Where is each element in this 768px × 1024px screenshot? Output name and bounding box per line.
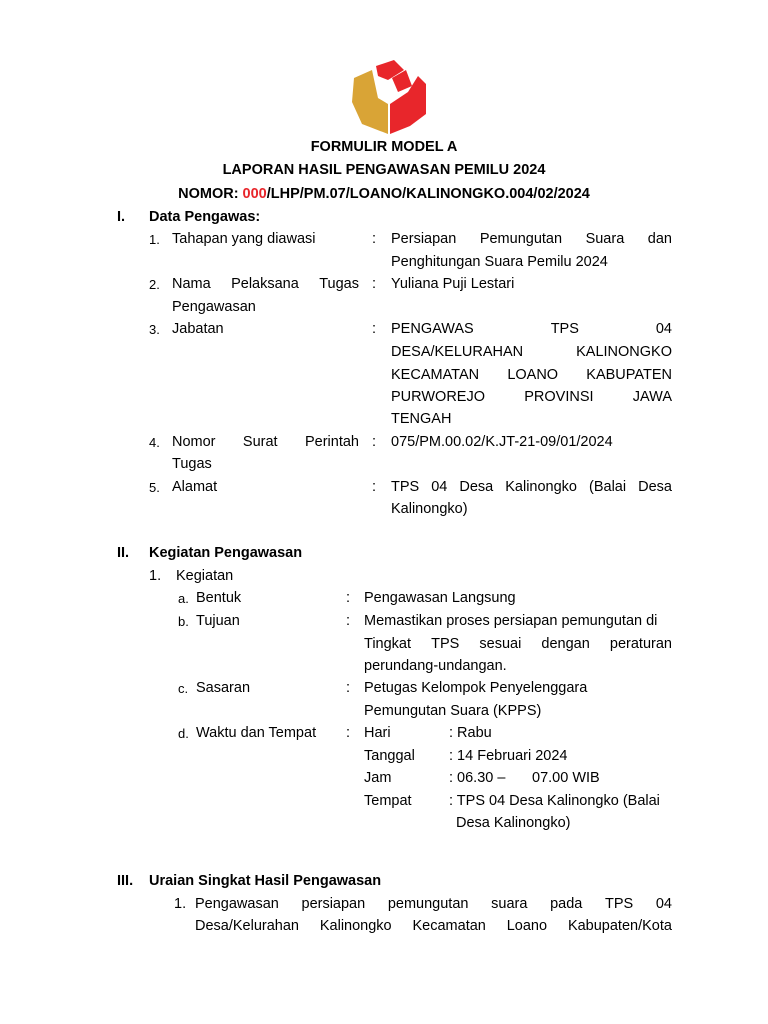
item-b-value-line3: perundang-undangan.	[364, 658, 507, 674]
word: sesuai	[479, 636, 522, 652]
item-c-value-line1: Petugas Kelompok Penyelenggara	[364, 680, 588, 696]
word: TPS	[604, 896, 634, 912]
nomor-red: 000	[242, 186, 267, 202]
item-2-value: Yuliana Puji Lestari	[391, 276, 515, 292]
word: 04	[431, 479, 448, 495]
item-3-num: 3.	[149, 322, 160, 337]
word: dengan	[541, 636, 590, 652]
jam-start: : 06.30 –	[449, 770, 506, 786]
item-1-label: Tahapan yang diawasi	[172, 231, 316, 247]
item-2-label-line1	[172, 276, 359, 292]
section-3-num: III.	[117, 873, 134, 889]
item-4-value: 075/PM.00.02/K.JT-21-09/01/2024	[391, 434, 613, 450]
item-3-value-line3	[391, 367, 672, 383]
item-c-letter: c.	[178, 681, 189, 696]
word: Tingkat	[364, 636, 412, 652]
logo-gold-shape	[352, 70, 388, 134]
jam-end: 07.00 WIB	[532, 770, 600, 786]
word: Loano	[506, 918, 548, 934]
word: 04	[655, 896, 672, 912]
item-2-label-line2: Pengawasan	[172, 299, 256, 315]
section-3-text-line2	[195, 918, 672, 934]
report-title: LAPORAN HASIL PENGAWASAN PEMILU 2024	[222, 162, 546, 178]
section-3-title: Uraian Singkat Hasil Pengawasan	[149, 873, 382, 889]
word: TPS	[550, 321, 579, 337]
word: 04	[655, 321, 672, 337]
item-5-value-line1	[391, 479, 672, 495]
item-b-label: Tujuan	[196, 613, 240, 629]
section-3-text-line1	[195, 896, 672, 912]
word: Kabupaten/Kota	[567, 918, 672, 934]
subsection-title: Kegiatan	[176, 568, 234, 584]
word: PURWOREJO	[391, 389, 485, 405]
word: PROVINSI	[524, 389, 594, 405]
word: pemungutan	[387, 896, 469, 912]
item-b-letter: b.	[178, 614, 189, 629]
colon: :	[372, 434, 377, 450]
item-c-value-line2: Pemungutan Suara (KPPS)	[364, 703, 542, 719]
item-5-value-line2: Kalinongko)	[391, 501, 468, 517]
colon: :	[346, 725, 351, 741]
word: Kalinongko	[505, 479, 577, 495]
colon: :	[346, 680, 351, 696]
hari-value: : Rabu	[449, 725, 492, 741]
word: pada	[550, 896, 583, 912]
word: peraturan	[609, 636, 672, 652]
item-4-num: 4.	[149, 435, 160, 450]
item-5-label: Alamat	[172, 479, 218, 495]
item-d-label: Waktu dan Tempat	[196, 725, 317, 741]
item-a-value: Pengawasan Langsung	[364, 590, 516, 606]
item-5-num: 5.	[149, 480, 160, 495]
word: Nama	[172, 276, 211, 292]
item-c-label: Sasaran	[196, 680, 251, 696]
word: Nomor	[172, 434, 216, 450]
item-4-label-line2: Tugas	[172, 456, 212, 472]
word: dan	[647, 231, 672, 247]
tempat-value-line2: Desa Kalinongko)	[456, 815, 571, 831]
word: suara	[491, 896, 528, 912]
colon: :	[346, 590, 351, 606]
hari-label: Hari	[364, 725, 391, 741]
subsection-num: 1.	[149, 568, 162, 584]
word: Kecamatan	[412, 918, 486, 934]
jam-label: Jam	[364, 770, 392, 786]
word: Desa	[459, 479, 494, 495]
word: DESA/KELURAHAN	[391, 344, 524, 360]
bawaslu-logo	[348, 58, 428, 138]
word: (Balai	[589, 479, 627, 495]
word: Surat	[242, 434, 278, 450]
report-number	[0, 186, 768, 202]
word: PENGAWAS	[391, 321, 474, 337]
section-2-num: II.	[117, 545, 130, 561]
word: JAWA	[632, 389, 672, 405]
item-1-value-line1	[391, 231, 672, 247]
word: TPS	[391, 479, 420, 495]
word: Kalinongko	[319, 918, 392, 934]
item-b-value-line2	[364, 636, 672, 652]
word: LOANO	[507, 367, 559, 383]
word: Desa/Kelurahan	[195, 918, 299, 934]
item-1-num: 1.	[149, 232, 160, 247]
section-3-item-num: 1.	[174, 896, 187, 912]
section-1-num: I.	[117, 209, 126, 225]
colon: :	[372, 479, 377, 495]
colon: :	[372, 231, 377, 247]
colon: :	[372, 276, 377, 292]
section-1-title: Data Pengawas:	[149, 209, 261, 225]
tempat-value-line1: : TPS 04 Desa Kalinongko (Balai	[449, 793, 660, 809]
colon: :	[346, 613, 351, 629]
tanggal-label: Tanggal	[364, 748, 415, 764]
word: Persiapan	[391, 231, 457, 247]
form-title: FORMULIR MODEL A	[310, 139, 458, 155]
item-4-label-line1	[172, 434, 359, 450]
word: Pengawasan	[195, 896, 279, 912]
word: persiapan	[301, 896, 366, 912]
item-3-value-line5: TENGAH	[391, 411, 452, 427]
word: KALINONGKO	[576, 344, 672, 360]
item-1-value-line2: Penghitungan Suara Pemilu 2024	[391, 254, 608, 270]
item-3-value-line1	[391, 321, 672, 337]
item-b-value-line1: Memastikan proses persiapan pemungutan di	[364, 613, 658, 629]
item-2-num: 2.	[149, 277, 160, 292]
word: Desa	[638, 479, 672, 495]
section-2-title: Kegiatan Pengawasan	[149, 545, 303, 561]
word: KECAMATAN	[391, 367, 480, 383]
word: TPS	[431, 636, 460, 652]
item-3-value-line2	[391, 344, 672, 360]
word: KABUPATEN	[586, 367, 672, 383]
item-a-label: Bentuk	[196, 590, 242, 606]
word: Perintah	[304, 434, 359, 450]
word: Pelaksana	[231, 276, 299, 292]
nomor-rest: /LHP/PM.07/LOANO/KALINONGKO.004/02/2024	[266, 186, 590, 202]
item-d-letter: d.	[178, 726, 189, 741]
tempat-label: Tempat	[364, 793, 412, 809]
nomor-label: NOMOR:	[178, 186, 243, 202]
word: Tugas	[319, 276, 359, 292]
item-3-value-line4	[391, 389, 672, 405]
item-a-letter: a.	[178, 591, 189, 606]
word: Suara	[585, 231, 625, 247]
tanggal-value: : 14 Februari 2024	[449, 748, 568, 764]
word: Pemungutan	[479, 231, 563, 247]
item-3-label: Jabatan	[172, 321, 224, 337]
colon: :	[372, 321, 377, 337]
